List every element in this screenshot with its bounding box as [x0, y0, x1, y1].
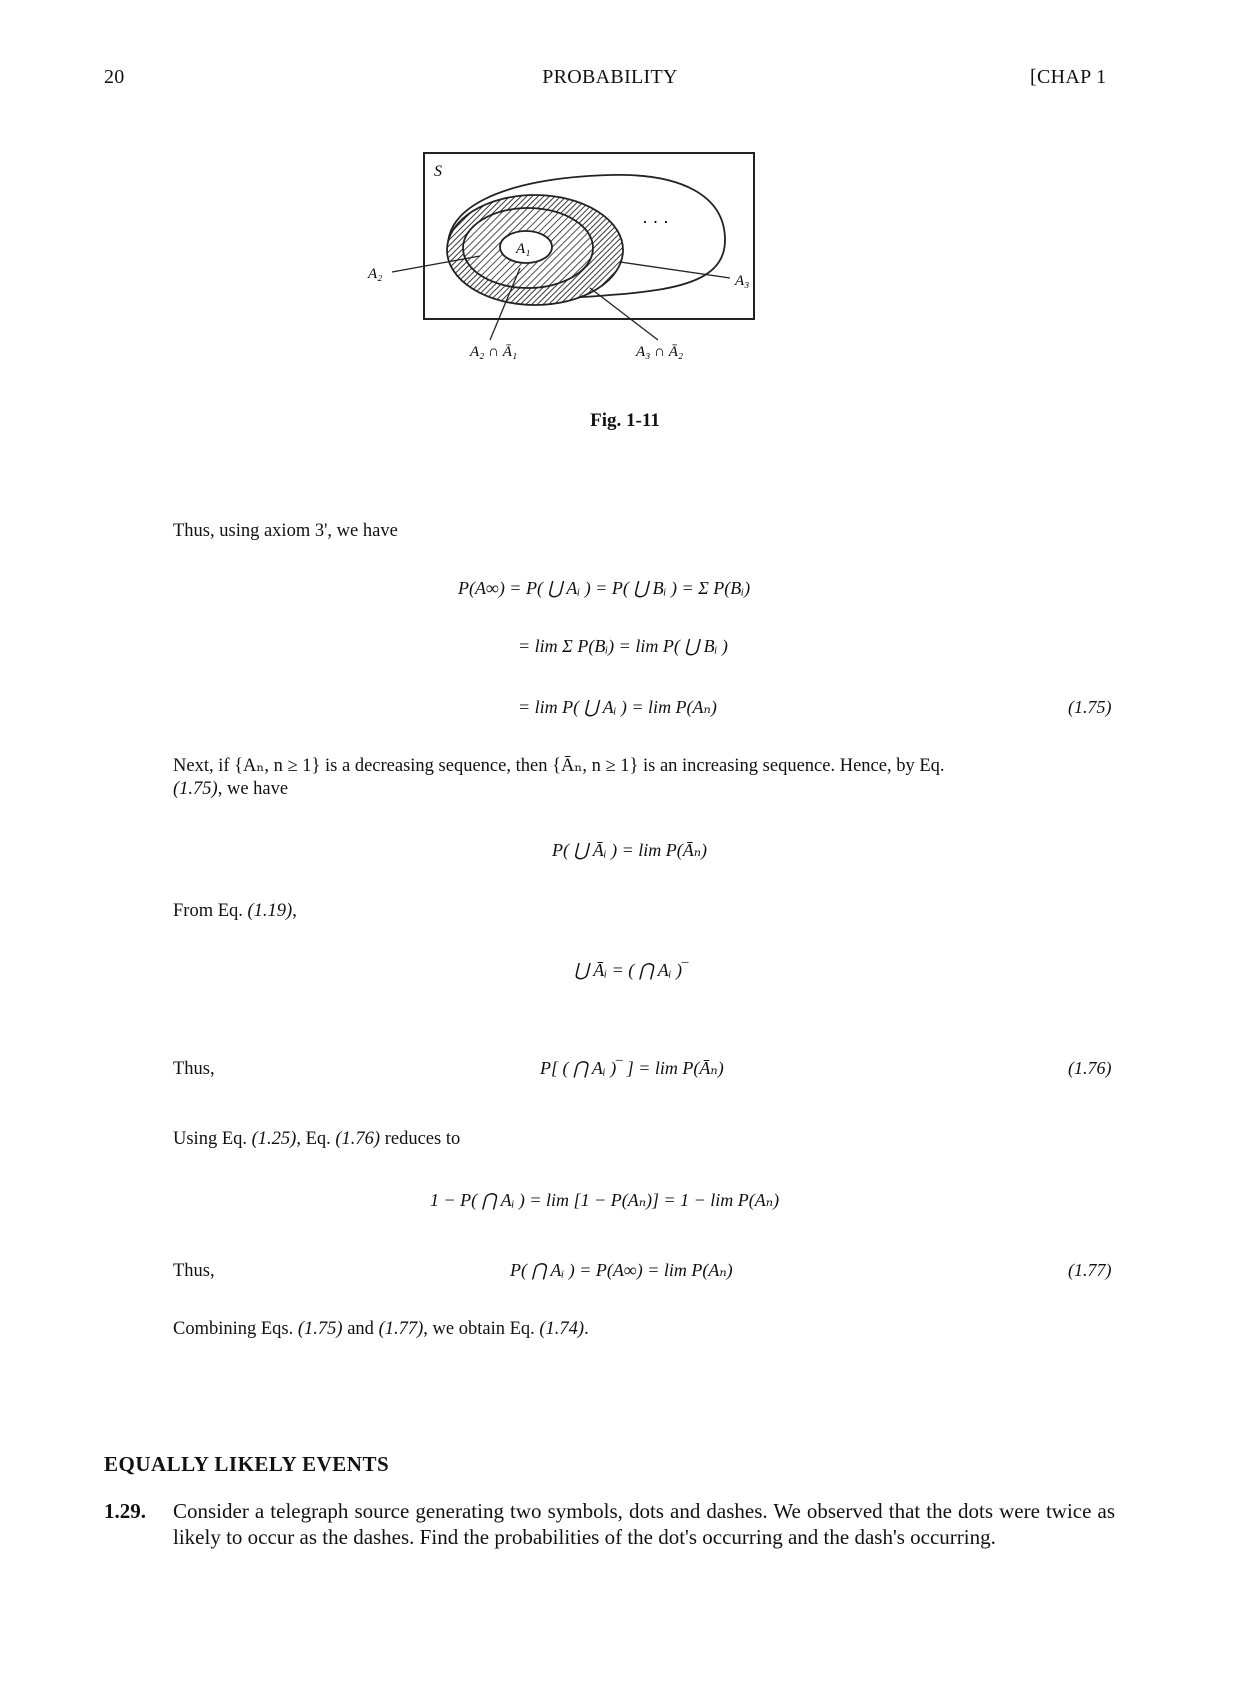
- label-dots: · · ·: [642, 212, 669, 232]
- comb-post: .: [584, 1319, 589, 1339]
- next-paragraph: [173, 755, 1115, 801]
- comb-ref1: (1.75): [297, 1319, 343, 1339]
- label-A2: A₂: [368, 266, 383, 282]
- next-text: Next, if {Aₙ, n ≥ 1} is a decreasing sequence, then {Āₙ, n ≥ 1} is an increasing sequence. Hence, by Eq.: [173, 756, 945, 776]
- section-title: EQUALLY LIKELY EVENTS: [104, 1452, 390, 1476]
- eq-unnumbered-1: P( ⋃ Āᵢ ) = lim P(Āₙ): [552, 840, 708, 860]
- from-eq-ref: (1.19): [247, 901, 293, 921]
- figure-caption: Fig. 1-11: [590, 410, 660, 431]
- label-A1: A₁: [516, 241, 531, 257]
- label-S: S: [434, 163, 442, 180]
- eq175-line2: = lim Σ P(Bᵢ) = lim P( ⋃ Bᵢ ): [518, 636, 728, 656]
- eq177: P( ⋂ Aᵢ ) = P(A∞) = lim P(Aₙ): [510, 1260, 733, 1280]
- eq-unnumbered-3: 1 − P( ⋂ Aᵢ ) = lim [1 − P(Aₙ)] = 1 − lim P(Aₙ): [430, 1190, 780, 1210]
- comb-mid: and: [342, 1319, 379, 1339]
- combining-text: [173, 1318, 589, 1341]
- label-A2-cap-A1bar: A₂ ∩ Ā₁: [470, 344, 518, 360]
- eq177-number: (1.77): [1068, 1260, 1112, 1280]
- label-A3-cap-A2bar: A₃ ∩ Ā₂: [636, 344, 684, 360]
- using-post: reduces to: [380, 1129, 461, 1149]
- using-ref2: (1.76): [335, 1129, 381, 1149]
- comb-ref3: (1.74): [539, 1319, 585, 1339]
- eq175-line3: = lim P( ⋃ Aᵢ ) = lim P(Aₙ): [518, 697, 717, 717]
- page-number: 20: [104, 66, 125, 88]
- comb-pre: Combining Eqs.: [173, 1319, 298, 1339]
- eq176-number: (1.76): [1068, 1058, 1112, 1078]
- problem-text: Consider a telegraph source generating two symbols, dots and dashes. We observed that the dots were twice as likely to occur as the dashes. Find the probabilities of the dot's occurring and the dash's occurring.: [173, 1499, 1115, 1549]
- comb-mid2: , we obtain Eq.: [423, 1319, 540, 1339]
- problem-number: 1.29.: [104, 1499, 146, 1523]
- eq175-line1: P(A∞) = P( ⋃ Aᵢ ) = P( ⋃ Bᵢ ) = Σ P(Bᵢ): [458, 578, 751, 598]
- running-title: PROBABILITY: [542, 66, 678, 88]
- thus-label-1: Thus,: [173, 1059, 215, 1079]
- using-pre: Using Eq.: [173, 1129, 252, 1149]
- thus-label-2: Thus,: [173, 1261, 215, 1281]
- next-ref: (1.75): [173, 779, 218, 799]
- chapter-label: [CHAP 1: [1030, 66, 1107, 88]
- using-eq-text: [173, 1128, 460, 1151]
- comb-ref2: (1.77): [378, 1319, 424, 1339]
- from-eq-post: ,: [292, 901, 297, 921]
- next-rest: , we have: [217, 779, 289, 799]
- label-A3: A₃: [735, 273, 750, 289]
- venn-figure: [368, 150, 840, 400]
- eq-unnumbered-2: ⋃ Āᵢ = ( ⋂ Aᵢ )‾: [574, 960, 689, 980]
- eq175-number: (1.75): [1068, 697, 1112, 717]
- eq176: P[ ( ⋂ Aᵢ )‾ ] = lim P(Āₙ): [540, 1058, 724, 1078]
- using-ref1: (1.25): [251, 1129, 297, 1149]
- using-mid: , Eq.: [296, 1129, 336, 1149]
- from-eq-pre: From Eq.: [173, 901, 248, 921]
- intro-text: Thus, using axiom 3', we have: [173, 521, 398, 541]
- from-eq-text: [173, 900, 297, 923]
